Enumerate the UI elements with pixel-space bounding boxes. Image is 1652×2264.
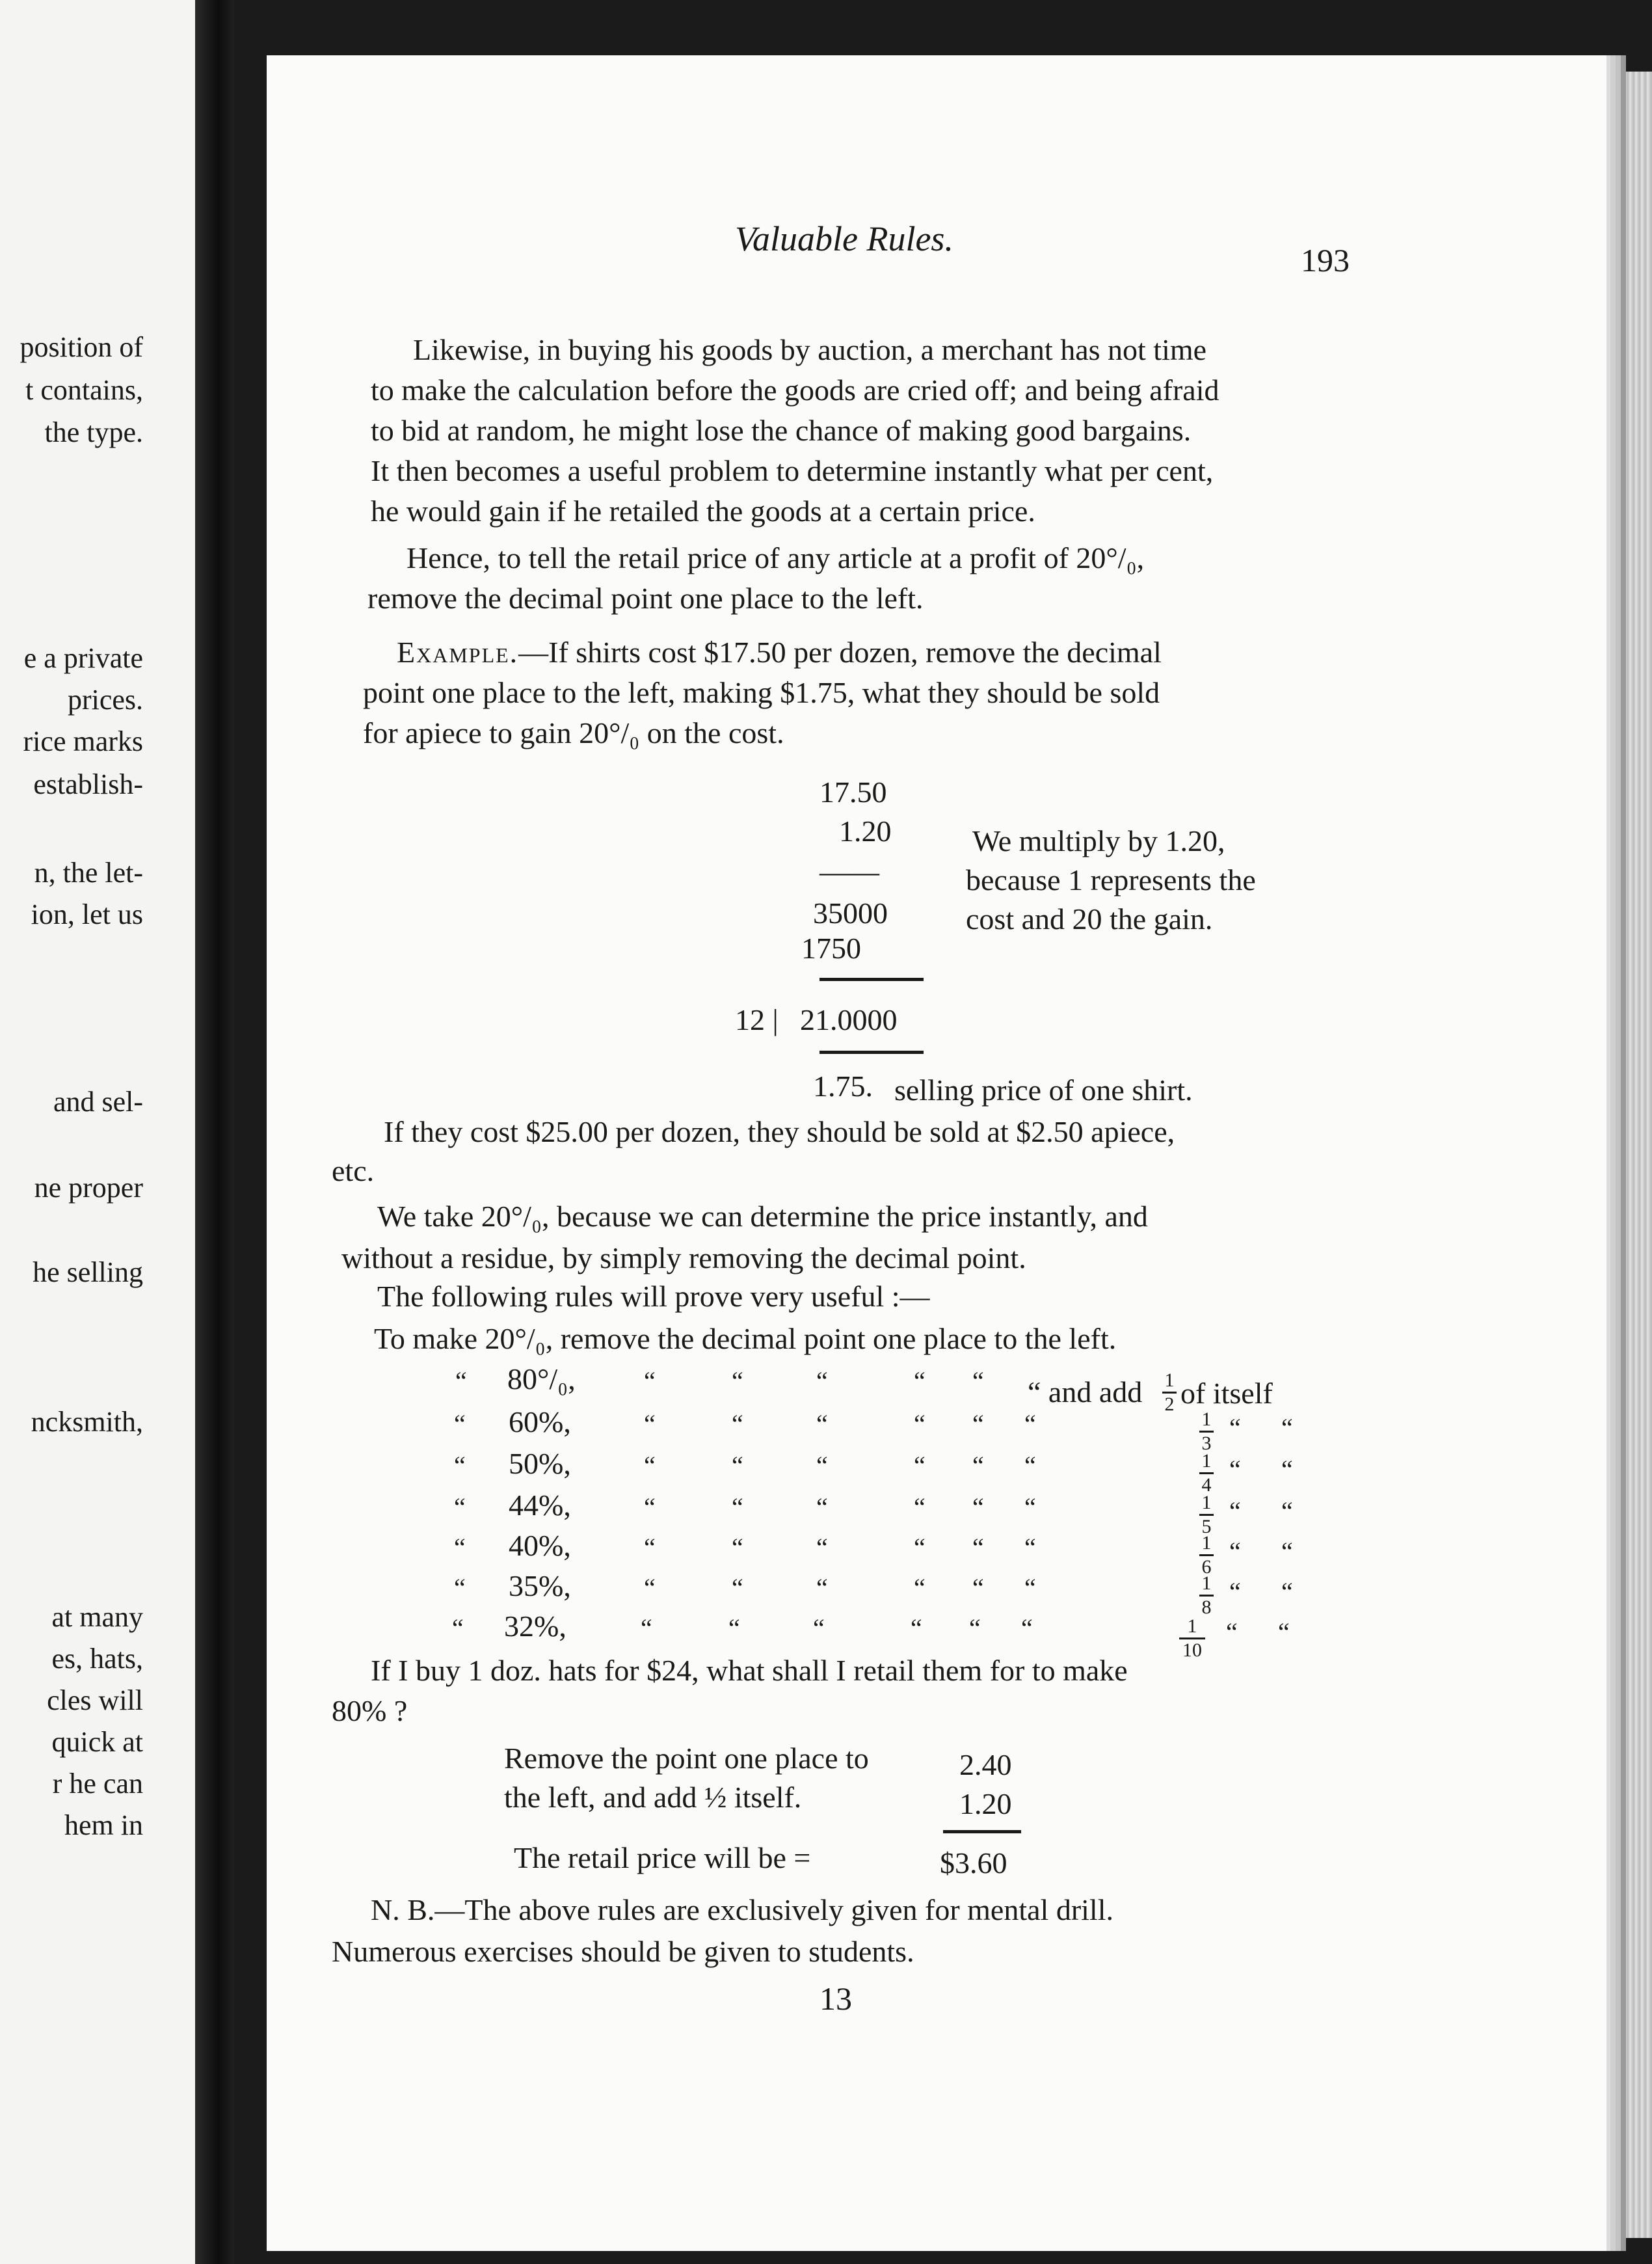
ditto-mark: “ [911, 1613, 922, 1643]
ditto-mark: “ [454, 1409, 466, 1438]
book-gutter [195, 0, 234, 2264]
question-line: If I buy 1 doz. hats for $24, what shall I retail them for to make [371, 1654, 1128, 1687]
ditto-mark: “ [1281, 1455, 1293, 1484]
ditto-mark: “ [1024, 1492, 1036, 1522]
paragraph-line: If they cost $25.00 per dozen, they should be sold at $2.50 apiece, [384, 1115, 1175, 1148]
ditto-mark: “ [914, 1533, 926, 1562]
left-page-line: r he can [52, 1768, 143, 1799]
fraction-numerator: 1 [1201, 1572, 1212, 1594]
ditto-mark: “ [1229, 1496, 1241, 1526]
calc-explanation-line: We multiply by 1.20, [972, 824, 1225, 857]
paragraph-line: to bid at random, he might lose the chance of making good bargains. [371, 414, 1192, 447]
ditto-mark: “ [732, 1492, 743, 1522]
fraction-numerator: 1 [1201, 1492, 1212, 1513]
left-page-line: the type. [44, 416, 143, 448]
ditto-mark: “ [454, 1451, 466, 1480]
left-page-line: hem in [64, 1809, 143, 1841]
rule-fraction [1198, 1410, 1215, 1453]
ditto-mark: “ [644, 1451, 656, 1480]
ditto-mark: “ [914, 1366, 926, 1395]
ditto-mark: “ [914, 1409, 926, 1438]
ditto-mark: “ [732, 1533, 743, 1562]
left-page-line: ne proper [34, 1172, 143, 1204]
left-page-line: establish- [33, 768, 143, 800]
calc-explanation-line: because 1 represents the [966, 863, 1256, 896]
ditto-mark: “ [816, 1409, 828, 1438]
rule-fraction [1161, 1371, 1178, 1414]
paragraph-line: We take 20°/₀, because we can determine the price instantly, and [377, 1200, 1148, 1233]
left-page-line: es, hats, [51, 1643, 143, 1675]
ditto-mark: “ [644, 1533, 656, 1562]
solution-value: 2.40 [959, 1748, 1012, 1781]
ditto-mark: “ [1024, 1533, 1036, 1562]
signature-mark: 13 [819, 1980, 852, 2017]
ditto-mark: “ [1281, 1577, 1293, 1606]
ditto-mark: “ [816, 1573, 828, 1602]
ditto-mark: “ [1281, 1413, 1293, 1442]
rules-intro: The following rules will prove very useful :— [377, 1280, 930, 1313]
fraction-numerator: 1 [1187, 1615, 1197, 1637]
ditto-mark: “ [1229, 1537, 1241, 1566]
calc-sum-rule [819, 978, 924, 981]
left-page-line: he selling [33, 1256, 143, 1288]
rule-fraction [1177, 1617, 1207, 1660]
final-price-label: The retail price will be = [514, 1841, 811, 1874]
calc-partial-2: 1750 [801, 932, 861, 965]
fraction-denominator: 5 [1201, 1516, 1212, 1537]
fraction-numerator: 1 [1201, 1532, 1212, 1554]
solution-line: the left, and add ½ itself. [504, 1781, 802, 1814]
left-page-line: ion, let us [31, 898, 143, 930]
ditto-mark: “ [641, 1613, 652, 1643]
paragraph-line: etc. [332, 1154, 375, 1187]
ditto-mark: “ [644, 1366, 656, 1395]
ditto-mark: “ [455, 1366, 467, 1395]
ditto-mark: “ [972, 1409, 984, 1438]
left-page-line: e a private [23, 642, 143, 674]
left-page-line: prices. [67, 684, 143, 716]
example-paragraph [397, 638, 1162, 667]
left-page-line: at many [51, 1601, 143, 1633]
rule-percent: 50%, [509, 1447, 571, 1480]
fraction-numerator: 1 [1201, 1408, 1212, 1430]
rule-percent: 35%, [509, 1569, 571, 1602]
ditto-mark: “ [816, 1492, 828, 1522]
fraction-denominator: 2 [1164, 1394, 1175, 1415]
paragraph-line: remove the decimal point one place to the left. [367, 582, 924, 615]
example-line: for apiece to gain 20°/₀ on the cost. [363, 716, 784, 749]
fraction-numerator: 1 [1201, 1450, 1212, 1472]
calc-multiplier: 1.20 [839, 815, 892, 848]
example-label: Example. [397, 636, 519, 669]
ditto-mark: “ [732, 1409, 743, 1438]
ditto-mark: “ [1226, 1617, 1238, 1647]
rule-fraction [1198, 1451, 1215, 1495]
ditto-mark: “ [914, 1451, 926, 1480]
ditto-mark: “ [1229, 1413, 1241, 1442]
ditto-mark: “ [644, 1492, 656, 1522]
left-page-line: n, the let- [34, 857, 143, 889]
ditto-mark: “ [1281, 1496, 1293, 1526]
fraction-numerator: 1 [1164, 1369, 1175, 1391]
ditto-mark: “ [969, 1613, 981, 1643]
paragraph-line: Hence, to tell the retail price of any article at a profit of 20°/₀, [406, 541, 1145, 574]
ditto-mark: “ [972, 1533, 984, 1562]
paragraph-line: without a residue, by simply removing the decimal point. [341, 1241, 1026, 1274]
calc-explanation-line: cost and 20 the gain. [966, 902, 1213, 936]
ditto-mark: “ [1278, 1617, 1290, 1647]
fraction-denominator: 4 [1201, 1474, 1212, 1496]
paragraph-line: he would gain if he retailed the goods at a certain price. [371, 494, 1035, 528]
solution-line: Remove the point one place to [504, 1742, 869, 1775]
ditto-mark: “ [454, 1573, 466, 1602]
left-page-line: t contains, [25, 374, 143, 406]
solution-value: 1.20 [959, 1787, 1012, 1820]
ditto-mark: “ [972, 1451, 984, 1480]
solution-sum-rule [943, 1830, 1021, 1833]
rule-fraction [1198, 1493, 1215, 1537]
fraction-denominator: 6 [1201, 1556, 1212, 1578]
calc-partial-1: 35000 [813, 896, 888, 930]
book-page [267, 55, 1606, 2251]
paragraph-line: Likewise, in buying his goods by auction, a merchant has not time [413, 333, 1207, 366]
ditto-mark: “ [816, 1533, 828, 1562]
calc-result: 1.75. [813, 1070, 873, 1103]
ditto-mark: “ [816, 1451, 828, 1480]
ditto-mark: “ [1229, 1455, 1241, 1484]
rule-percent: 40%, [509, 1529, 571, 1562]
left-page-line: position of [20, 331, 143, 363]
calc-division-rule [819, 1051, 924, 1054]
ditto-mark: “ [1024, 1409, 1036, 1438]
page-block-edge [1606, 72, 1652, 2238]
ditto-mark: “ [454, 1533, 466, 1562]
calc-dash: —— [819, 855, 879, 888]
running-head-title: Valuable Rules. [735, 219, 953, 258]
note-line: N. B.—The above rules are exclusively given for mental drill. [371, 1893, 1113, 1926]
rule-instruction-end: of itself [1180, 1377, 1273, 1410]
ditto-mark: “ [452, 1613, 464, 1643]
ditto-mark: “ [972, 1492, 984, 1522]
rule-fraction [1198, 1574, 1215, 1617]
ditto-mark: “ [816, 1366, 828, 1395]
ditto-mark: “ [1281, 1537, 1293, 1566]
example-line: point one place to the left, making $1.75, what they should be sold [363, 676, 1160, 709]
fraction-denominator: 3 [1201, 1433, 1212, 1454]
rule-line-20: To make 20°/₀, remove the decimal point one place to the left. [374, 1322, 1117, 1355]
fraction-denominator: 8 [1201, 1597, 1212, 1618]
ditto-mark: “ [454, 1492, 466, 1522]
rule-percent: 60%, [509, 1405, 571, 1438]
ditto-mark: “ [972, 1573, 984, 1602]
calc-divisor: 12 | [735, 1003, 779, 1036]
rule-fraction [1198, 1533, 1215, 1577]
paragraph-line: to make the calculation before the goods are cried off; and being afraid [371, 373, 1219, 407]
ditto-mark: “ [1021, 1613, 1033, 1643]
example-line: —If shirts cost $17.50 per dozen, remove the decimal [518, 636, 1162, 669]
ditto-mark: “ [972, 1366, 984, 1395]
paragraph-line: It then becomes a useful problem to determine instantly what per cent, [371, 454, 1214, 487]
left-page-line: quick at [51, 1726, 143, 1758]
ditto-mark: “ [1024, 1451, 1036, 1480]
rule-percent: 32%, [504, 1610, 566, 1643]
left-page-line: and sel- [53, 1086, 143, 1118]
note-line: Numerous exercises should be given to students. [332, 1935, 914, 1968]
rule-percent: 44%, [509, 1489, 571, 1522]
left-facing-page [0, 0, 195, 2264]
fraction-denominator: 10 [1182, 1639, 1202, 1661]
ditto-mark: “ [1024, 1573, 1036, 1602]
page-number: 193 [1301, 242, 1350, 278]
ditto-mark: “ [732, 1573, 743, 1602]
calc-total: 21.0000 [800, 1003, 898, 1036]
rule-percent: 80°/₀, [507, 1362, 576, 1395]
left-page-line: cles will [47, 1684, 143, 1716]
ditto-mark: “ [732, 1366, 743, 1395]
rule-instruction: “ and add [1028, 1375, 1143, 1408]
ditto-mark: “ [1229, 1577, 1241, 1606]
question-line: 80% ? [332, 1694, 408, 1727]
ditto-mark: “ [813, 1613, 825, 1643]
ditto-mark: “ [914, 1573, 926, 1602]
final-price-value: $3.60 [940, 1846, 1007, 1880]
ditto-mark: “ [732, 1451, 743, 1480]
ditto-mark: “ [728, 1613, 740, 1643]
calc-multiplicand: 17.50 [819, 775, 887, 809]
left-page-line: ncksmith, [31, 1406, 143, 1438]
calc-result-note: selling price of one shirt. [894, 1073, 1193, 1107]
ditto-mark: “ [644, 1409, 656, 1438]
left-page-line: rice marks [23, 725, 143, 757]
ditto-mark: “ [914, 1492, 926, 1522]
ditto-mark: “ [644, 1573, 656, 1602]
